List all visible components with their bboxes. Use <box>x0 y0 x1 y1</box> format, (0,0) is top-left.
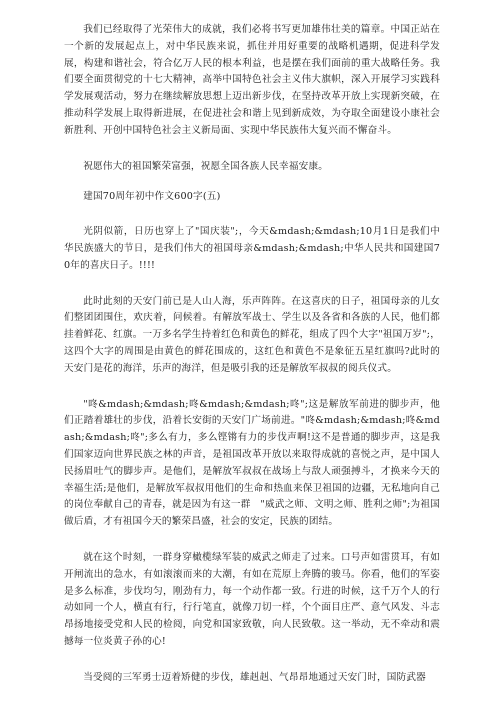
paragraph-blessing: 祝愿伟大的祖国繁荣富强，祝愿全国各族人民幸福安康。 <box>83 160 329 172</box>
paragraph-development-goals: 我们已经取得了光荣伟大的成就，我们必将书写更加雄伟壮美的篇章。中国正站在一个新的发展起点上，对中华民族来说，抓住并用好重要的战略机遇期，促进科学发展，构建和谐社会，符合亿万人民的根本利益，也是摆在我们面前的重大战略任务。我们要全面贯彻党的十七大精神，高举中国特色社会主义伟大旗帜，深入开展学习实践科学发展观活动，努力在继续解放思想上迈出新步伐，在坚持改革开放上实现新突破，在推动科学发展上取得新进展，在促进社会和谐上见到新成效，为夺取全面建设小康社会新胜利、开创中国特色社会主义新局面、实现中华民族伟大复兴而不懈奋斗。 <box>64 24 440 136</box>
paragraph-troops: 就在这个时刻，一群身穿橄榄绿军装的威武之师走了过来。口号声如雷贯耳，有如开闸流出的急水，有如滚滚而来的大潮，有如在荒原上奔腾的骏马。你看，他们的军姿是多么标准，步伐均匀，刚劲有力，每一个动作都一致。行进的时候，这千万个人的行动如同一个人，横直有行，行行笔直，就像刀切一样，个个面目庄严、意气风发、斗志昂扬地接受党和人民的检阅，向党和国家致敬，向人民致敬。这一举动，无不牵动和震撼每一位炎黄子孙的心! <box>64 551 440 647</box>
paragraph-parade-continued: 当受阅的三军勇士迈着矫健的步伐，雄赳赳、气昂昂地通过天安门时，国防武器 <box>83 671 426 683</box>
paragraph-footsteps: "咚&mdash;&mdash;咚&mdash;&mdash;咚";这是解放军前进的脚步声，他们正踏着雄壮的步伐，沿着长安街的天安门广场前进。"咚&mdash;&mdash;咚&mdash;&mdash;咚";多么有力，多么铿锵有力的步伐声啊!这不是普通的脚步声，这是我们国家迈向世界民族之林的声音，是祖国改革开放以来取得成就的喜悦之声，是中国人民扬眉吐气的脚步声。是他们，是解放军叔叔在战场上与敌人顽强搏斗，才换来今天的幸福生活;是他们，是解放军叔叔用他们的生命和热血来保卫祖国的边疆，无私地向自己的岗位奉献自己的青春，就是因为有这一群 "威武之师、文明之师、胜利之师";为祖国做后盾，才有祖国今天的繁荣昌盛，社会的安定，民族的团结。 <box>64 398 440 528</box>
essay-title: 建国70周年初中作文600字(五) <box>83 191 221 203</box>
paragraph-national-day: 光阴似箭，日历也穿上了"国庆装";，今天&mdash;&mdash;10月1日是我们中华民族盛大的节日，是我们伟大的祖国母亲&mdash;&mdash;中华人民共和国建国70年的喜庆日子。!!!! <box>64 226 440 271</box>
paragraph-tiananmen: 此时此刻的天安门前已是人山人海，乐声阵阵。在这喜庆的日子，祖国母亲的儿女们整团团围住，欢庆着，问候着。有解放军战士、学生以及各省和各族的人民，他们都挂着鲜花、红旗。一万多名学生持着红色和黄色的鲜花，组成了四个大字"祖国万岁";，这四个大字的周围是由黄色的鲜花围成的，这红色和黄色不是象征五星红旗吗?此时的天安门是花的海洋，乐声的海洋，但是吸引我的还是解放军叔叔的阅兵仪式。 <box>64 295 440 374</box>
